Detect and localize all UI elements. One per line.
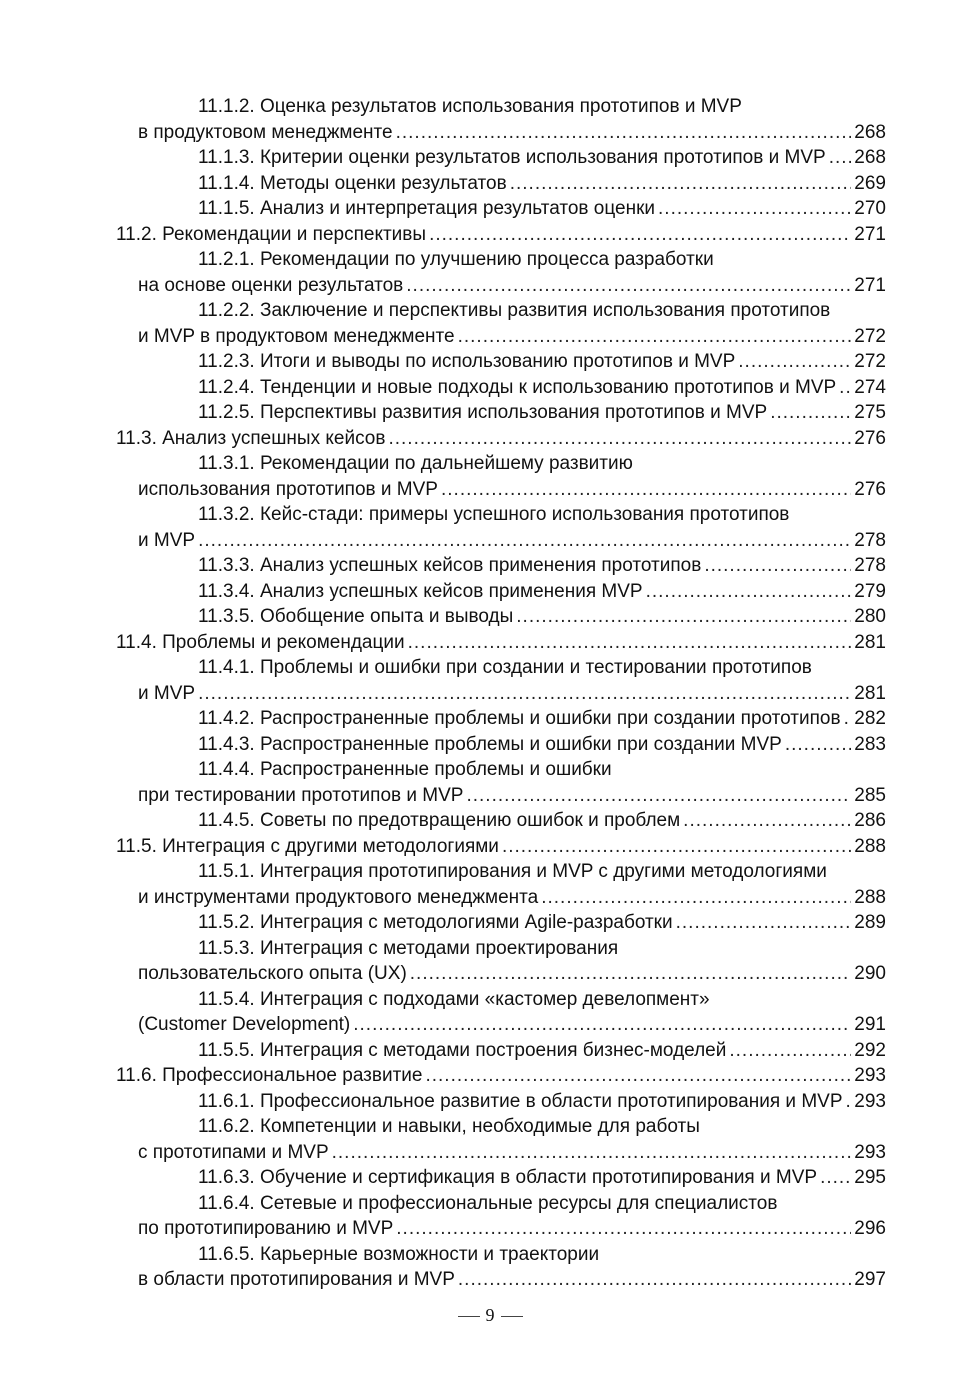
toc-entry-heading xyxy=(116,1191,886,1217)
dash-right xyxy=(501,1316,523,1317)
leader-dots xyxy=(458,324,852,350)
page-number xyxy=(0,1305,980,1326)
toc-entry-title: 11.1.5. Анализ и интерпретация результатов оценки xyxy=(198,198,656,219)
toc-entry-title: 11.4. Проблемы и рекомендации xyxy=(116,631,405,653)
toc-page-number: 276 xyxy=(854,427,886,449)
toc-section xyxy=(116,1063,886,1089)
toc-page-number: 280 xyxy=(854,606,886,627)
toc-entry-title: 11.5.2. Интеграция с методологиями Agile-разработки xyxy=(198,912,673,933)
leader-dots xyxy=(441,477,851,503)
toc-entry xyxy=(116,1165,886,1191)
toc-page-number: 289 xyxy=(854,912,886,933)
toc-entry-title: 11.2.2. Заключение и перспективы развития использования прототипов xyxy=(198,300,831,321)
toc-entry-title: 11.2.3. Итоги и выводы по использованию прототипов и MVP xyxy=(198,351,736,372)
leader-dots xyxy=(198,681,851,707)
toc-entry-title: 11.6.1. Профессиональное развитие в области прототипирования и MVP xyxy=(198,1090,843,1112)
leader-dots xyxy=(466,783,851,809)
toc-entry-title: 11.2.4. Тенденции и новые подходы к использованию прототипов и MVP xyxy=(198,376,837,398)
toc-entry-heading xyxy=(116,298,886,324)
toc-entry-title: 11.6.4. Сетевые и профессиональные ресурсы для специалистов xyxy=(198,1192,778,1214)
toc-entry-continuation: пользовательского опыта (UX) xyxy=(138,963,407,984)
toc-entry-title: 11.5. Интеграция с другими методологиями xyxy=(116,835,499,857)
toc-entry xyxy=(116,783,886,809)
toc-entry xyxy=(116,196,886,222)
toc-entry-title: 11.6.5. Карьерные возможности и траектории xyxy=(198,1243,600,1265)
toc-entry xyxy=(116,1012,886,1038)
toc-entry-heading xyxy=(116,987,886,1013)
toc-page-number: 270 xyxy=(854,198,886,219)
toc-page-number: 268 xyxy=(854,147,886,168)
toc-entry-title: 11.4.3. Распространенные проблемы и ошибки при создании MVP xyxy=(198,733,782,755)
toc-entry-heading xyxy=(116,1114,886,1140)
toc-page-number: 281 xyxy=(854,631,886,653)
toc-entry-continuation: использования прототипов и MVP xyxy=(138,478,438,500)
leader-dots xyxy=(846,1089,852,1115)
toc-entry-title: 11.3.3. Анализ успешных кейсов применения прототипов xyxy=(198,555,702,576)
toc-entry xyxy=(116,1038,886,1064)
toc-entry-heading xyxy=(116,757,886,783)
toc-entry-title: 11.3.2. Кейс-стади: примеры успешного использования прототипов xyxy=(198,504,790,525)
page-number-value: 9 xyxy=(485,1305,495,1325)
leader-dots xyxy=(516,604,851,630)
toc-page-number: 279 xyxy=(854,580,886,602)
leader-dots xyxy=(510,171,852,197)
toc-entry xyxy=(116,1267,886,1293)
toc-entry-continuation: при тестировании прототипов и MVP xyxy=(138,784,464,806)
toc-entry-title: 11.2.5. Перспективы развития использования прототипов и MVP xyxy=(198,402,768,423)
toc-page-number: 268 xyxy=(854,121,886,143)
toc-entry-title: 11.4.1. Проблемы и ошибки при создании и тестировании прототипов xyxy=(198,657,812,678)
leader-dots xyxy=(406,273,851,299)
toc-page-number: 297 xyxy=(854,1269,886,1290)
toc-entry-title: 11.3. Анализ успешных кейсов xyxy=(116,427,386,449)
toc-entry-title: 11.5.3. Интеграция с методами проектирования xyxy=(198,937,619,959)
toc-entry xyxy=(116,349,886,375)
leader-dots xyxy=(658,196,851,222)
toc-page-number: 292 xyxy=(854,1039,886,1061)
leader-dots xyxy=(502,834,851,860)
leader-dots xyxy=(410,961,852,987)
toc-entry xyxy=(116,961,886,987)
toc-entry xyxy=(116,273,886,299)
leader-dots xyxy=(704,553,851,579)
toc-entry xyxy=(116,1140,886,1166)
leader-dots xyxy=(332,1140,852,1166)
toc-page-number: 293 xyxy=(854,1141,886,1163)
toc-entry-continuation: и MVP xyxy=(138,529,196,551)
toc-entry xyxy=(116,324,886,350)
toc-section xyxy=(116,834,886,860)
leader-dots xyxy=(458,1267,851,1293)
toc-entry-continuation: на основе оценки результатов xyxy=(138,274,404,296)
toc-entry xyxy=(116,732,886,758)
toc-entry xyxy=(116,477,886,503)
leader-dots xyxy=(785,732,851,758)
toc-entry-heading xyxy=(116,94,886,120)
toc-entry-title: 11.4.2. Распространенные проблемы и ошибки при создании прототипов xyxy=(198,708,841,729)
toc-entry-title: 11.4.4. Распространенные проблемы и ошибки xyxy=(198,759,612,780)
leader-dots xyxy=(683,808,851,834)
toc-entry xyxy=(116,1089,886,1115)
toc-page-number: 296 xyxy=(854,1218,886,1239)
leader-dots xyxy=(429,222,851,248)
toc-entry xyxy=(116,553,886,579)
leader-dots xyxy=(738,349,851,375)
toc-page-number: 276 xyxy=(854,478,886,500)
toc-page-number: 282 xyxy=(854,708,886,729)
toc-page-number: 278 xyxy=(854,555,886,576)
toc-page-number: 271 xyxy=(854,274,886,296)
leader-dots xyxy=(198,528,851,554)
leader-dots xyxy=(353,1012,851,1038)
toc-entry-continuation: и инструментами продуктового менеджмента xyxy=(138,886,539,908)
dash-left xyxy=(458,1316,480,1317)
toc-page-number: 293 xyxy=(854,1090,886,1112)
toc-entry-title: 11.6.3. Обучение и сертификация в области прототипирования и MVP xyxy=(198,1167,818,1188)
toc-entry-continuation: с прототипами и MVP xyxy=(138,1141,329,1163)
toc-page-number: 281 xyxy=(854,682,886,704)
leader-dots xyxy=(541,885,851,911)
toc-entry-title: 11.5.4. Интеграция с подходами «кастомер девелопмент» xyxy=(198,988,710,1010)
toc-page-number: 285 xyxy=(854,784,886,806)
toc-entry-title: 11.1.3. Критерии оценки результатов использования прототипов и MVP xyxy=(198,147,826,168)
toc-page-number: 290 xyxy=(854,963,886,984)
toc-page-number: 288 xyxy=(854,886,886,908)
toc-entry xyxy=(116,400,886,426)
toc-entry xyxy=(116,1216,886,1242)
leader-dots xyxy=(844,706,852,732)
leader-dots xyxy=(676,910,852,936)
toc-page-number: 291 xyxy=(854,1014,886,1035)
toc-entry-title: 11.4.5. Советы по предотвращению ошибок и проблем xyxy=(198,810,681,831)
toc-entry xyxy=(116,375,886,401)
table-of-contents xyxy=(116,94,886,1293)
leader-dots xyxy=(408,630,852,656)
toc-entry-continuation: и MVP в продуктовом менеджменте xyxy=(138,325,455,347)
toc-page-number: 275 xyxy=(854,402,886,423)
leader-dots xyxy=(839,375,851,401)
leader-dots xyxy=(396,120,852,146)
toc-entry-heading xyxy=(116,655,886,681)
leader-dots xyxy=(820,1165,851,1191)
toc-entry-heading xyxy=(116,451,886,477)
toc-entry-continuation: в области прототипирования и MVP xyxy=(138,1269,455,1290)
toc-entry-title: 11.1.4. Методы оценки результатов xyxy=(198,172,507,194)
toc-entry-heading xyxy=(116,1242,886,1268)
toc-entry xyxy=(116,604,886,630)
toc-page-number: 272 xyxy=(854,325,886,347)
toc-page-number: 271 xyxy=(854,223,886,245)
toc-entry xyxy=(116,171,886,197)
toc-entry-heading xyxy=(116,859,886,885)
toc-entry-title: 11.3.1. Рекомендации по дальнейшему развитию xyxy=(198,453,633,474)
toc-entry-heading xyxy=(116,502,886,528)
toc-entry xyxy=(116,528,886,554)
leader-dots xyxy=(396,1216,851,1242)
toc-entry-heading xyxy=(116,936,886,962)
toc-entry-title: 11.6.2. Компетенции и навыки, необходимые для работы xyxy=(198,1116,700,1137)
toc-entry-continuation: по прототипированию и MVP xyxy=(138,1218,394,1239)
toc-section xyxy=(116,630,886,656)
leader-dots xyxy=(770,400,851,426)
toc-entry xyxy=(116,145,886,171)
leader-dots xyxy=(729,1038,851,1064)
leader-dots xyxy=(425,1063,851,1089)
toc-page-number: 293 xyxy=(854,1065,886,1086)
toc-entry xyxy=(116,910,886,936)
toc-entry-continuation: (Customer Development) xyxy=(138,1014,351,1035)
toc-entry xyxy=(116,885,886,911)
toc-entry xyxy=(116,808,886,834)
toc-entry-heading xyxy=(116,247,886,273)
toc-page-number: 272 xyxy=(854,351,886,372)
leader-dots xyxy=(829,145,852,171)
toc-section xyxy=(116,426,886,452)
toc-entry xyxy=(116,706,886,732)
toc-entry-continuation: в продуктовом менеджменте xyxy=(138,121,393,143)
toc-entry-title: 11.5.1. Интеграция прототипирования и MVP с другими методологиями xyxy=(198,861,827,882)
toc-page-number: 283 xyxy=(854,733,886,755)
toc-entry xyxy=(116,120,886,146)
toc-entry xyxy=(116,579,886,605)
toc-entry-title: 11.2.1. Рекомендации по улучшению процесса разработки xyxy=(198,249,714,270)
toc-page-number: 295 xyxy=(854,1167,886,1188)
toc-entry-title: 11.6. Профессиональное развитие xyxy=(116,1065,423,1086)
leader-dots xyxy=(388,426,851,452)
toc-entry-title: 11.5.5. Интеграция с методами построения бизнес-моделей xyxy=(198,1039,727,1061)
toc-page-number: 288 xyxy=(854,835,886,857)
toc-page-number: 278 xyxy=(854,529,886,551)
leader-dots xyxy=(646,579,852,605)
toc-entry-title: 11.3.5. Обобщение опыта и выводы xyxy=(198,606,514,627)
toc-section xyxy=(116,222,886,248)
toc-entry xyxy=(116,681,886,707)
toc-page-number: 274 xyxy=(854,376,886,398)
toc-entry-title: 11.3.4. Анализ успешных кейсов применения MVP xyxy=(198,580,643,602)
toc-entry-continuation: и MVP xyxy=(138,682,196,704)
toc-entry-title: 11.2. Рекомендации и перспективы xyxy=(116,223,427,245)
toc-entry-title: 11.1.2. Оценка результатов использования прототипов и MVP xyxy=(198,96,742,117)
toc-page-number: 286 xyxy=(854,810,886,831)
toc-page-number: 269 xyxy=(854,172,886,194)
